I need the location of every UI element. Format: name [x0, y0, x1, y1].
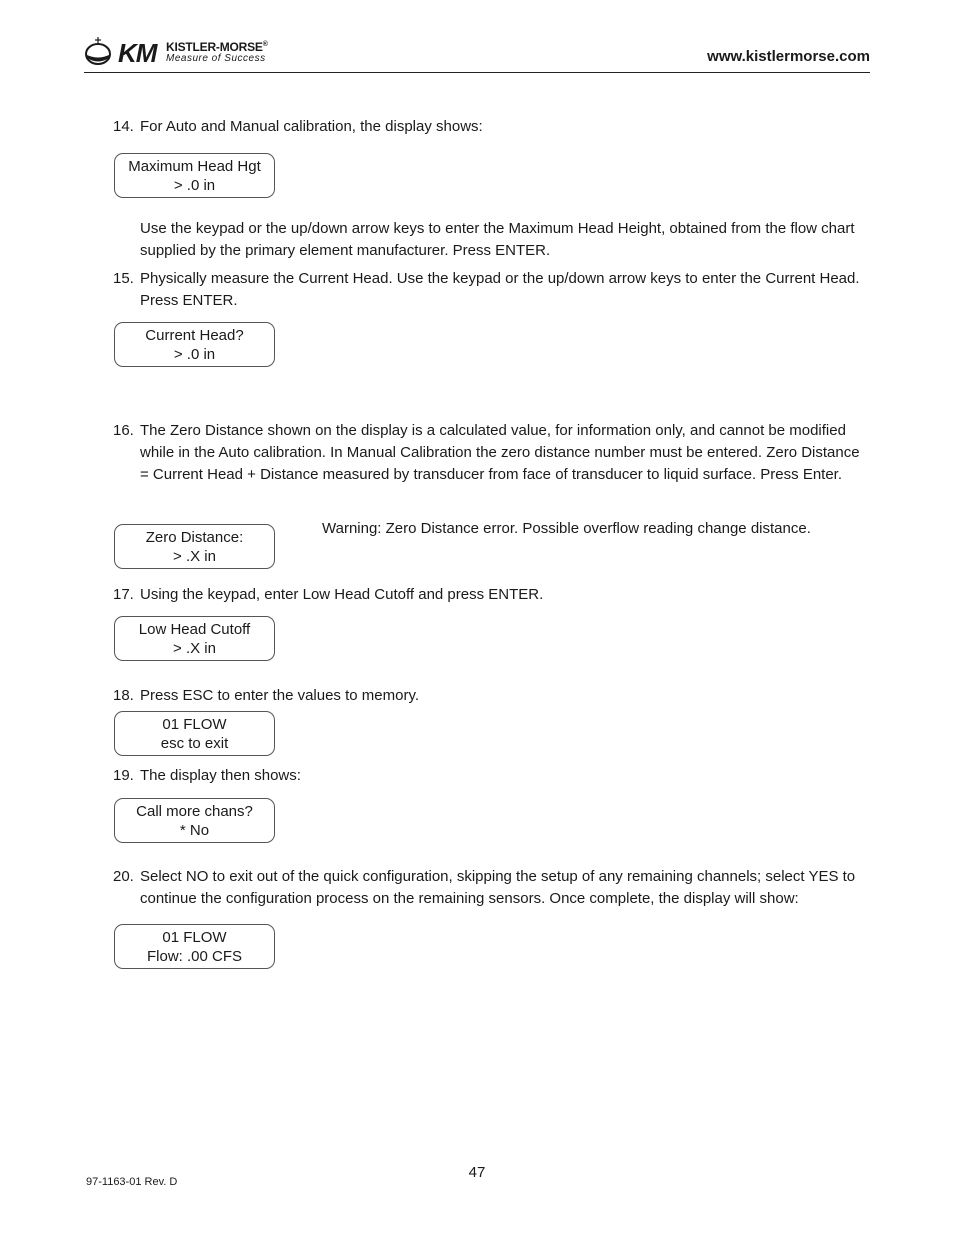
- lcd-display-current-head: [114, 322, 275, 367]
- step-number: 16.: [113, 422, 134, 439]
- lcd-line-2: > .X in: [173, 640, 216, 657]
- step-text: The display then shows:: [140, 767, 301, 784]
- logo-monogram: KM: [118, 38, 157, 68]
- step-number: 15.: [113, 270, 134, 287]
- step-text: The Zero Distance shown on the display is a calculated value, for information only, and cannot be modified while in the Auto calibration. In Manual Calibration the zero distance number must be entered. Zero Distance = Current Head + Distance measured by transducer from face of transducer to liquid surface. Press Enter.: [140, 422, 860, 483]
- step-19: [113, 765, 863, 787]
- step-text: Physically measure the Current Head. Use the keypad or the up/down arrow keys to enter the Current Head. Press ENTER.: [140, 270, 860, 309]
- lcd-line-1: Low Head Cutoff: [138, 621, 251, 638]
- step-15: [113, 268, 863, 312]
- logo-brand-name: KISTLER-MORSE®: [166, 40, 268, 54]
- lcd-line-2: Flow: .00 CFS: [146, 948, 243, 965]
- lcd-line-1: 01 FLOW: [162, 716, 227, 733]
- step-16: [113, 420, 863, 486]
- page-number: 47: [468, 1164, 486, 1181]
- lcd-line-1: Zero Distance:: [145, 529, 244, 546]
- step-text: Select NO to exit out of the quick configuration, skipping the setup of any remaining channels; select YES to continue the configuration process on the remaining sensors. Once complete, the display will show:: [140, 868, 856, 907]
- lcd-line-1: Current Head?: [145, 327, 244, 344]
- step-14: [113, 116, 863, 138]
- lcd-display-zero-distance: [114, 524, 275, 569]
- lcd-line-2: > .0 in: [173, 346, 216, 363]
- lcd-display-flow-esc: [114, 711, 275, 756]
- lcd-display-low-head-cutoff: [114, 616, 275, 661]
- logo-tagline: Measure of Success: [166, 53, 266, 64]
- lcd-display-call-more-chans: [114, 798, 275, 843]
- page-header: [84, 34, 870, 73]
- step-17: [113, 584, 863, 606]
- zero-distance-warning: Warning: Zero Distance error. Possible overflow reading change distance.: [322, 520, 811, 537]
- lcd-line-2: esc to exit: [160, 735, 229, 752]
- step-number: 14.: [113, 118, 134, 135]
- step-number: 18.: [113, 687, 134, 704]
- step-text: Using the keypad, enter Low Head Cutoff and press ENTER.: [140, 586, 544, 603]
- step-number: 20.: [113, 868, 134, 885]
- step-number: 19.: [113, 767, 134, 784]
- lcd-line-1: 01 FLOW: [162, 929, 227, 946]
- lcd-line-2: > .0 in: [173, 177, 216, 194]
- lcd-display-max-head: [114, 153, 275, 198]
- step-text: Press ESC to enter the values to memory.: [140, 687, 420, 704]
- lcd-line-1: Call more chans?: [136, 803, 253, 820]
- lcd-display-flow-cfs: [114, 924, 275, 969]
- lcd-line-1: Maximum Head Hgt: [128, 158, 261, 175]
- globe-logo-icon: [84, 36, 112, 66]
- step-number: 17.: [113, 586, 134, 603]
- lcd-line-2: * No: [179, 822, 210, 839]
- step-text: For Auto and Manual calibration, the display shows:: [140, 118, 483, 135]
- document-id: 97-1163-01 Rev. D: [86, 1176, 178, 1188]
- step-18: [113, 685, 863, 707]
- step-20: [113, 866, 863, 910]
- step-14-note: Use the keypad or the up/down arrow keys to enter the Maximum Head Height, obtained from the flow chart supplied by the primary element manufacturer. Press ENTER.: [140, 220, 855, 259]
- website-url: www.kistlermorse.com: [707, 48, 870, 65]
- lcd-line-2: > .X in: [173, 548, 216, 565]
